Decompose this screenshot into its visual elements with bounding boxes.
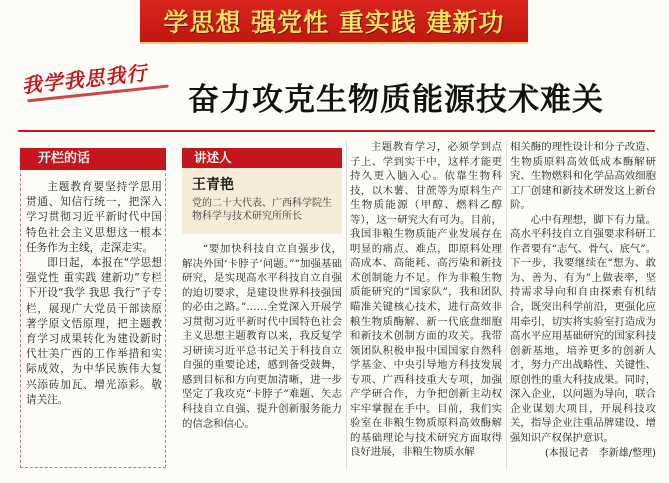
slogan-text: 我学我思我行 — [20, 60, 149, 98]
article-paragraph: 心中有理想，脚下有力量。高水平科技自立自强要求科研工作者要有“志气、骨气、底气”。下一步，我要继续在“想为、敢为、善为、有为”上做表率，坚持需求导向和自由探索有机结合，既突出科学前沿，更强化应用牵引，切实将实验室打造成为高水平应用基础研究的国家科技创新基地，培养更多的创新人才，努力产出战略性、关键性、原创性的重大科技成果。同时，深入企业，以问题为导向，联合企业谋划大项目，开展科技攻关，指导企业注重品牌建设、增强知识产权保护意识。 — [510, 213, 656, 444]
article-column-2 — [182, 242, 342, 431]
article-column-3 — [350, 140, 502, 460]
top-banner — [140, 0, 528, 44]
author-description: 党的二十大代表、广西科学院生物科学与技术研究所所长 — [192, 198, 332, 222]
article-column-4 — [510, 140, 656, 462]
article-paragraph: 相关酶的理性设计和分子改造、生物质原料高效低成本酶解研究、生物燃料和化学品高效细胞工厂创建和新技术研发这上新台阶。 — [510, 141, 656, 212]
article-paragraph: “要加快科技自立自强步伐，解决外国‘卡脖子’问题。”“加强基础研究，是实现高水平科技自立自强的迫切要求，是建设世界科技强国的必由之路。”……全党深入开展学习贯彻习近平新时代中国特色社会主义思想主题教育以来，我反复学习研读习近平总书记关于科技自立自强的重要论述，感到备受鼓舞，感到目标和方向更加清晰，进一步坚定了我攻克“卡脖子”难题、矢志科技自立自强、提升创新服务能力的信念和信心。 — [182, 243, 342, 430]
author-name: 王青艳 — [192, 177, 234, 193]
intro-paragraph: 主题教育要坚持学思用贯通、知信行统一，把深入学习贯彻习近平新时代中国特色社会主义思想这一根本任务作为主线，走深走实。 — [26, 181, 162, 254]
headline-divider — [18, 130, 655, 132]
reporter-credit: (本报记者 李新雄/整理) — [544, 448, 656, 460]
banner-title: 学思想 强党性 重实践 建新功 — [163, 8, 505, 37]
article-headline: 奋力攻克生物质能源技术难关 — [188, 82, 604, 118]
intro-paragraph: 即日起，本报在“学思想 强党性 重实践 建新功”专栏下开设“我学 我思 我行”子专栏，展现广大党员干部读原著学原文悟原理，把主题教育学习成果转化为建设新时代壮美广西的工作举措和实际成效，为中华民族伟大复兴添砖加瓦、增光添彩。敬请关注。 — [26, 257, 162, 406]
article-paragraph: 主题教育学习，必须学到点子上、学到实干中，这样才能更持久更入脑入心。依靠生物科技，以木薯、甘蔗等为原料生产生物质能源（甲醇、燃料乙醇等），这一研究大有可为。目前，我国非粮生物质能产业发展存在明显的痛点、难点，即原料处理高成本、高能耗、高污染和新技术创制能力不足。作为非粮生物质能研究的“国家队”，我和团队瞄准关键核心技术，进行高效非粮生物质酶解、新一代底盘细胞和新技术创制方面的攻关。我带领团队积极申报中国国家自然科学基金、中央引导地方科技发展专项、广西科技重大专项，加强产学研合作，力争把创新主动权牢牢掌握在手中。目前，我们实验室在非粮生物质原料高效酶解的基础理论与技术研究方面取得良好进展，非粮生物质水解 — [350, 141, 502, 459]
column-slogan — [20, 54, 174, 113]
author-tag: 讲述人 — [182, 148, 342, 168]
intro-text — [26, 180, 162, 408]
intro-tag: 开栏的话 — [20, 148, 166, 170]
column-divider — [346, 140, 347, 470]
column-divider — [506, 140, 507, 470]
author-box — [182, 168, 342, 234]
